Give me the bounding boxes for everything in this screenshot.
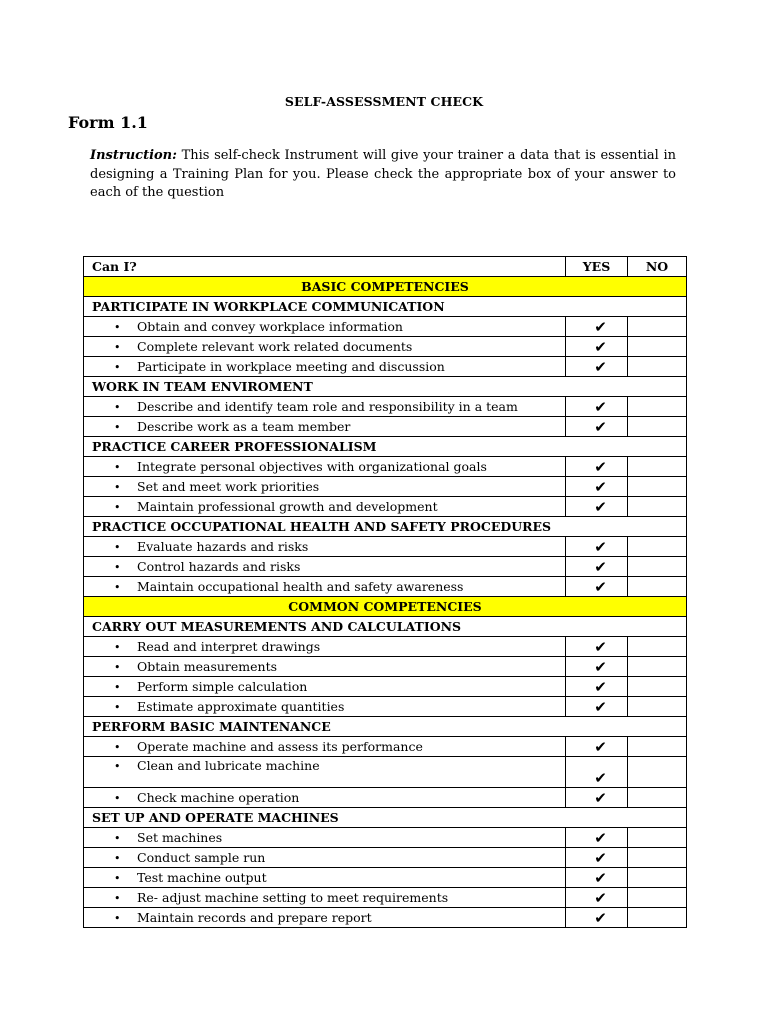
competency-item-label: Clean and lubricate machine	[137, 758, 320, 773]
header-yes: YES	[566, 257, 628, 277]
competency-unit-title: WORK IN TEAM ENVIROMENT	[84, 377, 687, 397]
competency-item-label: Read and interpret drawings	[137, 639, 321, 654]
yes-checkbox[interactable]	[566, 888, 628, 908]
yes-checkbox[interactable]	[566, 397, 628, 417]
competency-item	[84, 337, 566, 357]
checkmark-icon: ✔	[594, 637, 607, 656]
competency-item	[84, 477, 566, 497]
bullet-icon: •	[114, 321, 121, 334]
table-header-row	[84, 257, 687, 277]
instruction-lead: Instruction:	[90, 148, 177, 163]
competency-item	[84, 737, 566, 757]
yes-checkbox[interactable]	[566, 537, 628, 557]
competency-item	[84, 908, 566, 928]
bullet-icon: •	[114, 832, 121, 845]
bullet-icon: •	[114, 481, 121, 494]
checkmark-icon: ✔	[594, 888, 607, 907]
yes-checkbox[interactable]	[566, 477, 628, 497]
no-checkbox[interactable]	[628, 477, 687, 497]
table-row	[84, 557, 687, 577]
competency-item	[84, 397, 566, 417]
competency-item-label: Control hazards and risks	[137, 559, 301, 574]
competency-item	[84, 417, 566, 437]
competency-item	[84, 457, 566, 477]
yes-checkbox[interactable]	[566, 497, 628, 517]
competency-item-label: Describe work as a team member	[137, 419, 351, 434]
table-row	[84, 417, 687, 437]
yes-checkbox[interactable]	[566, 757, 628, 788]
bullet-icon: •	[114, 741, 121, 754]
no-checkbox[interactable]	[628, 457, 687, 477]
competency-item	[84, 848, 566, 868]
yes-checkbox[interactable]	[566, 357, 628, 377]
bullet-icon: •	[114, 792, 121, 805]
checkmark-icon: ✔	[594, 868, 607, 887]
bullet-icon: •	[114, 661, 121, 674]
table-row	[84, 457, 687, 477]
competency-item	[84, 757, 566, 788]
competency-unit-title: PRACTICE OCCUPATIONAL HEALTH AND SAFETY PROCEDURES	[84, 517, 687, 537]
no-checkbox[interactable]	[628, 697, 687, 717]
checkmark-icon: ✔	[594, 457, 607, 476]
checkmark-icon: ✔	[594, 497, 607, 516]
bullet-icon: •	[114, 760, 121, 773]
header-can-i: Can I?	[84, 257, 566, 277]
bullet-icon: •	[114, 541, 121, 554]
competency-item	[84, 317, 566, 337]
checkmark-icon: ✔	[594, 848, 607, 867]
competency-item	[84, 677, 566, 697]
table-row	[84, 677, 687, 697]
table-row	[84, 537, 687, 557]
no-checkbox[interactable]	[628, 868, 687, 888]
table-row	[84, 317, 687, 337]
competency-item-label: Estimate approximate quantities	[137, 699, 345, 714]
competency-unit-row	[84, 297, 687, 317]
yes-checkbox[interactable]	[566, 657, 628, 677]
no-checkbox[interactable]	[628, 788, 687, 808]
section-header-row	[84, 597, 687, 617]
checkmark-icon: ✔	[594, 677, 607, 696]
competency-item	[84, 537, 566, 557]
competency-item-label: Maintain records and prepare report	[137, 910, 372, 925]
table-row	[84, 788, 687, 808]
yes-checkbox[interactable]	[566, 337, 628, 357]
bullet-icon: •	[114, 561, 121, 574]
competency-item	[84, 637, 566, 657]
competency-item	[84, 788, 566, 808]
competency-item	[84, 497, 566, 517]
checkmark-icon: ✔	[594, 477, 607, 496]
checkmark-icon: ✔	[594, 828, 607, 847]
bullet-icon: •	[114, 852, 121, 865]
bullet-icon: •	[114, 361, 121, 374]
section-title: COMMON COMPETENCIES	[84, 597, 687, 617]
checkmark-icon: ✔	[594, 908, 607, 927]
table-row	[84, 868, 687, 888]
bullet-icon: •	[114, 501, 121, 514]
bullet-icon: •	[114, 892, 121, 905]
form-label: Form 1.1	[68, 113, 148, 132]
table-row	[84, 397, 687, 417]
no-checkbox[interactable]	[628, 737, 687, 757]
bullet-icon: •	[114, 421, 121, 434]
competency-item	[84, 868, 566, 888]
bullet-icon: •	[114, 912, 121, 925]
table-row	[84, 757, 687, 788]
competency-item	[84, 657, 566, 677]
bullet-icon: •	[114, 401, 121, 414]
checkmark-icon: ✔	[594, 657, 607, 676]
competency-unit-row	[84, 517, 687, 537]
competency-unit-row	[84, 437, 687, 457]
yes-checkbox[interactable]	[566, 848, 628, 868]
table-row	[84, 848, 687, 868]
competency-unit-row	[84, 377, 687, 397]
no-checkbox[interactable]	[628, 828, 687, 848]
header-no: NO	[628, 257, 687, 277]
yes-checkbox[interactable]	[566, 908, 628, 928]
checkmark-icon: ✔	[594, 397, 607, 416]
no-checkbox[interactable]	[628, 888, 687, 908]
competency-unit-title: PRACTICE CAREER PROFESSIONALISM	[84, 437, 687, 457]
checkmark-icon: ✔	[594, 769, 607, 787]
checkmark-icon: ✔	[594, 337, 607, 356]
table-row	[84, 357, 687, 377]
checkmark-icon: ✔	[594, 557, 607, 576]
competency-item-label: Maintain occupational health and safety awareness	[137, 579, 464, 594]
yes-checkbox[interactable]	[566, 557, 628, 577]
competency-item	[84, 828, 566, 848]
competency-unit-title: SET UP AND OPERATE MACHINES	[84, 808, 687, 828]
no-checkbox[interactable]	[628, 657, 687, 677]
table-row	[84, 737, 687, 757]
no-checkbox[interactable]	[628, 537, 687, 557]
competency-item-label: Set and meet work priorities	[137, 479, 320, 494]
instruction-paragraph	[90, 147, 676, 203]
bullet-icon: •	[114, 701, 121, 714]
yes-checkbox[interactable]	[566, 677, 628, 697]
competency-item-label: Perform simple calculation	[137, 679, 308, 694]
no-checkbox[interactable]	[628, 848, 687, 868]
yes-checkbox[interactable]	[566, 317, 628, 337]
competency-item-label: Check machine operation	[137, 790, 300, 805]
section-title: BASIC COMPETENCIES	[84, 277, 687, 297]
competency-item	[84, 357, 566, 377]
competency-item	[84, 888, 566, 908]
page-title: SELF-ASSESSMENT CHECK	[284, 94, 484, 109]
no-checkbox[interactable]	[628, 497, 687, 517]
no-checkbox[interactable]	[628, 397, 687, 417]
bullet-icon: •	[114, 681, 121, 694]
no-checkbox[interactable]	[628, 757, 687, 788]
table-row	[84, 577, 687, 597]
no-checkbox[interactable]	[628, 908, 687, 928]
competency-unit-row	[84, 808, 687, 828]
competency-unit-title: CARRY OUT MEASUREMENTS AND CALCULATIONS	[84, 617, 687, 637]
competency-item-label: Obtain and convey workplace information	[137, 319, 403, 334]
table-row	[84, 697, 687, 717]
bullet-icon: •	[114, 461, 121, 474]
checkmark-icon: ✔	[594, 417, 607, 436]
no-checkbox[interactable]	[628, 317, 687, 337]
bullet-icon: •	[114, 341, 121, 354]
table-row	[84, 828, 687, 848]
competency-item-label: Test machine output	[137, 870, 267, 885]
checkmark-icon: ✔	[594, 317, 607, 336]
section-header-row	[84, 277, 687, 297]
competency-item-label: Integrate personal objectives with organizational goals	[137, 459, 487, 474]
competency-item-label: Describe and identify team role and responsibility in a team	[137, 399, 518, 414]
yes-checkbox[interactable]	[566, 417, 628, 437]
table-row	[84, 908, 687, 928]
no-checkbox[interactable]	[628, 417, 687, 437]
competency-unit-row	[84, 717, 687, 737]
yes-checkbox[interactable]	[566, 737, 628, 757]
yes-checkbox[interactable]	[566, 868, 628, 888]
table-row	[84, 657, 687, 677]
yes-checkbox[interactable]	[566, 457, 628, 477]
checkmark-icon: ✔	[594, 577, 607, 596]
table-row	[84, 637, 687, 657]
table-row	[84, 888, 687, 908]
yes-checkbox[interactable]	[566, 828, 628, 848]
checkmark-icon: ✔	[594, 357, 607, 376]
competency-item-label: Operate machine and assess its performance	[137, 739, 423, 754]
bullet-icon: •	[114, 872, 121, 885]
competency-unit-title: PERFORM BASIC MAINTENANCE	[84, 717, 687, 737]
competency-item-label: Participate in workplace meeting and discussion	[137, 359, 445, 374]
competency-item-label: Set machines	[137, 830, 223, 845]
no-checkbox[interactable]	[628, 337, 687, 357]
bullet-icon: •	[114, 581, 121, 594]
competency-item	[84, 577, 566, 597]
competency-unit-title: PARTICIPATE IN WORKPLACE COMMUNICATION	[84, 297, 687, 317]
checkmark-icon: ✔	[594, 737, 607, 756]
instruction-text: This self-check Instrument will give your trainer a data that is essential in designing a Training Plan for you. Please check the appropriate box of your answer to each of the question	[90, 148, 676, 200]
checkmark-icon: ✔	[594, 697, 607, 716]
no-checkbox[interactable]	[628, 677, 687, 697]
competency-item-label: Evaluate hazards and risks	[137, 539, 309, 554]
yes-checkbox[interactable]	[566, 788, 628, 808]
competency-item-label: Maintain professional growth and development	[137, 499, 438, 514]
competency-item-label: Obtain measurements	[137, 659, 278, 674]
competency-item-label: Re- adjust machine setting to meet requirements	[137, 890, 449, 905]
competency-unit-row	[84, 617, 687, 637]
no-checkbox[interactable]	[628, 637, 687, 657]
bullet-icon: •	[114, 641, 121, 654]
table-row	[84, 497, 687, 517]
yes-checkbox[interactable]	[566, 697, 628, 717]
checkmark-icon: ✔	[594, 537, 607, 556]
competency-item-label: Complete relevant work related documents	[137, 339, 413, 354]
no-checkbox[interactable]	[628, 557, 687, 577]
no-checkbox[interactable]	[628, 577, 687, 597]
yes-checkbox[interactable]	[566, 577, 628, 597]
checkmark-icon: ✔	[594, 788, 607, 807]
competency-item	[84, 697, 566, 717]
no-checkbox[interactable]	[628, 357, 687, 377]
self-assessment-table	[83, 256, 687, 928]
competency-item-label: Conduct sample run	[137, 850, 266, 865]
competency-item	[84, 557, 566, 577]
table-row	[84, 477, 687, 497]
yes-checkbox[interactable]	[566, 637, 628, 657]
table-row	[84, 337, 687, 357]
